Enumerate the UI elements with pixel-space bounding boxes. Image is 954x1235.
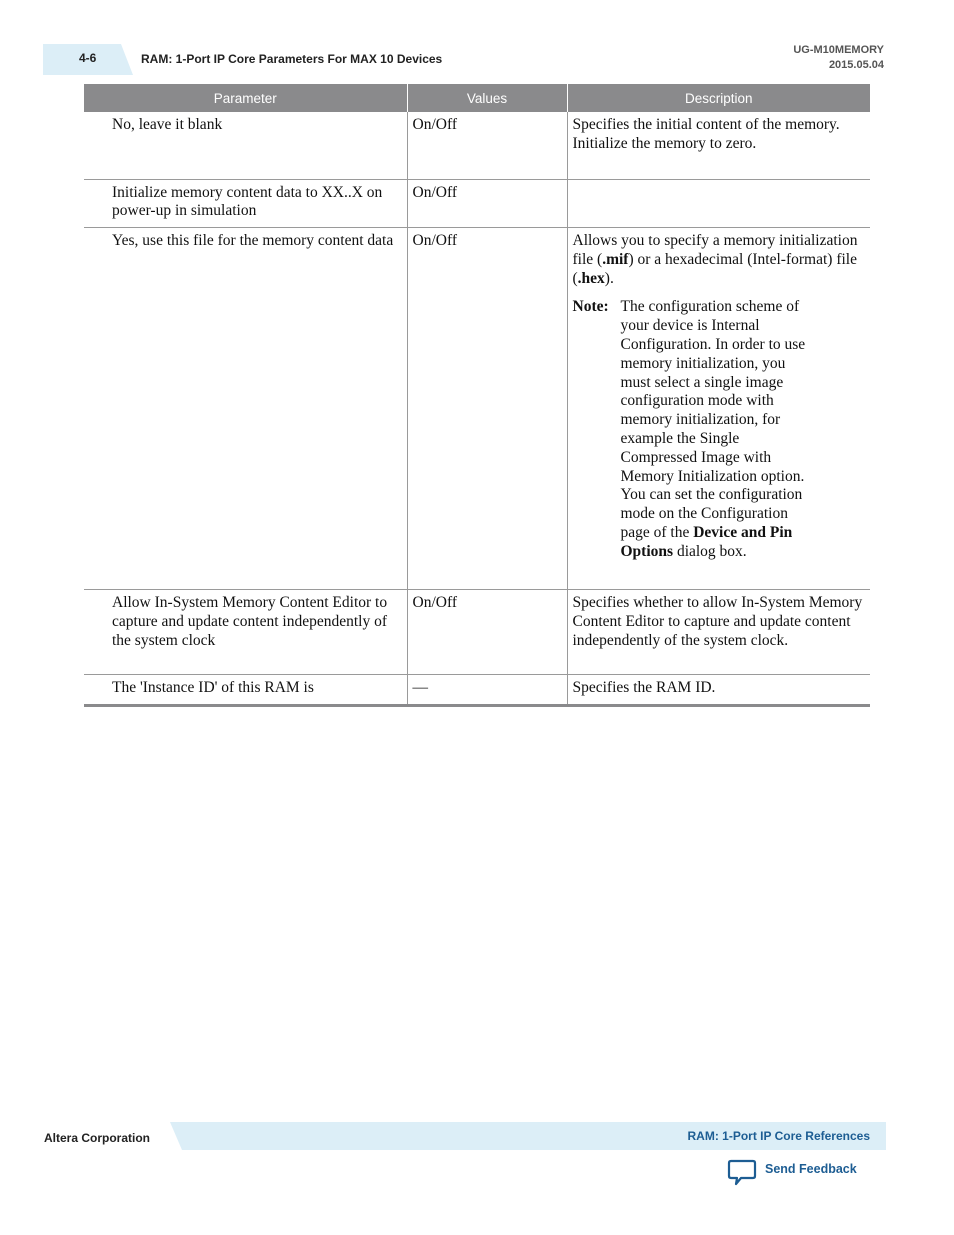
note-label: Note: — [572, 298, 609, 316]
values-cell: On/Off — [407, 112, 567, 179]
document-date: 2015.05.04 — [828, 59, 884, 71]
parameter-cell: No, leave it blank — [112, 116, 223, 133]
section-reference-link[interactable]: RAM: 1-Port IP Core References — [687, 1129, 870, 1143]
parameter-cell: Allow In-System Memory Content Editor to capture and update content independently of the system clock — [84, 590, 407, 675]
document-code: UG-M10MEMORY — [793, 44, 884, 56]
column-header-values: Values — [407, 84, 567, 112]
send-feedback-link[interactable]: Send Feedback — [765, 1162, 857, 1176]
column-header-parameter: Parameter — [84, 84, 407, 112]
values-cell: — — [407, 675, 567, 706]
description-text-part: ). — [604, 269, 614, 287]
page-number: 4-6 — [79, 51, 97, 65]
description-cell: Specifies whether to allow In-System Memory Content Editor to capture and update content independently of the system clock. — [567, 590, 870, 675]
description-cell — [567, 179, 870, 228]
parameter-cell: Yes, use this file for the memory content data — [84, 228, 407, 590]
description-text-part: Allows you to specify a memory initialization file ( — [572, 232, 858, 268]
table-row — [84, 179, 870, 228]
values-cell: On/Off — [407, 179, 567, 228]
table-row — [84, 228, 870, 590]
description-cell: Specifies the initial content of the memory. Initialize the memory to zero. — [567, 112, 870, 179]
table-row — [84, 590, 870, 675]
table-row — [84, 675, 870, 706]
note-text — [621, 298, 811, 561]
description-text-part: ) or a hexadecimal (Intel-format) file ( — [572, 250, 857, 287]
mif-extension: .mif — [602, 250, 629, 268]
note-block — [573, 298, 866, 561]
parameter-cell: The 'Instance ID' of this RAM is — [84, 675, 407, 706]
parameters-table — [84, 84, 870, 707]
description-text — [573, 232, 866, 288]
values-cell: On/Off — [407, 590, 567, 675]
note-text-part: The configuration scheme of your device is Internal Configuration. In order to use memory initialization, you must select a single image configuration mode with memory initialization, for example the Single Compressed Image with Memory Initialization option. You can set the configuration mode on the Configuration page of the — [620, 298, 806, 542]
device-pin-options-term: Device and Pin Options — [620, 524, 793, 560]
table-row — [84, 112, 870, 179]
speech-bubble-icon[interactable] — [727, 1159, 757, 1187]
note-text-part: dialog box. — [673, 542, 747, 560]
page-title: RAM: 1-Port IP Core Parameters For MAX 10 Devices — [141, 52, 443, 66]
hex-extension: .hex — [577, 269, 605, 287]
column-header-description: Description — [567, 84, 870, 112]
description-cell — [567, 228, 870, 590]
values-cell: On/Off — [407, 228, 567, 590]
parameter-cell: Initialize memory content data to XX..X on power-up in simulation — [84, 179, 407, 228]
description-cell: Specifies the RAM ID. — [567, 675, 870, 706]
footer-company: Altera Corporation — [44, 1131, 151, 1145]
table-header-row — [84, 84, 870, 112]
document-id — [793, 43, 884, 73]
